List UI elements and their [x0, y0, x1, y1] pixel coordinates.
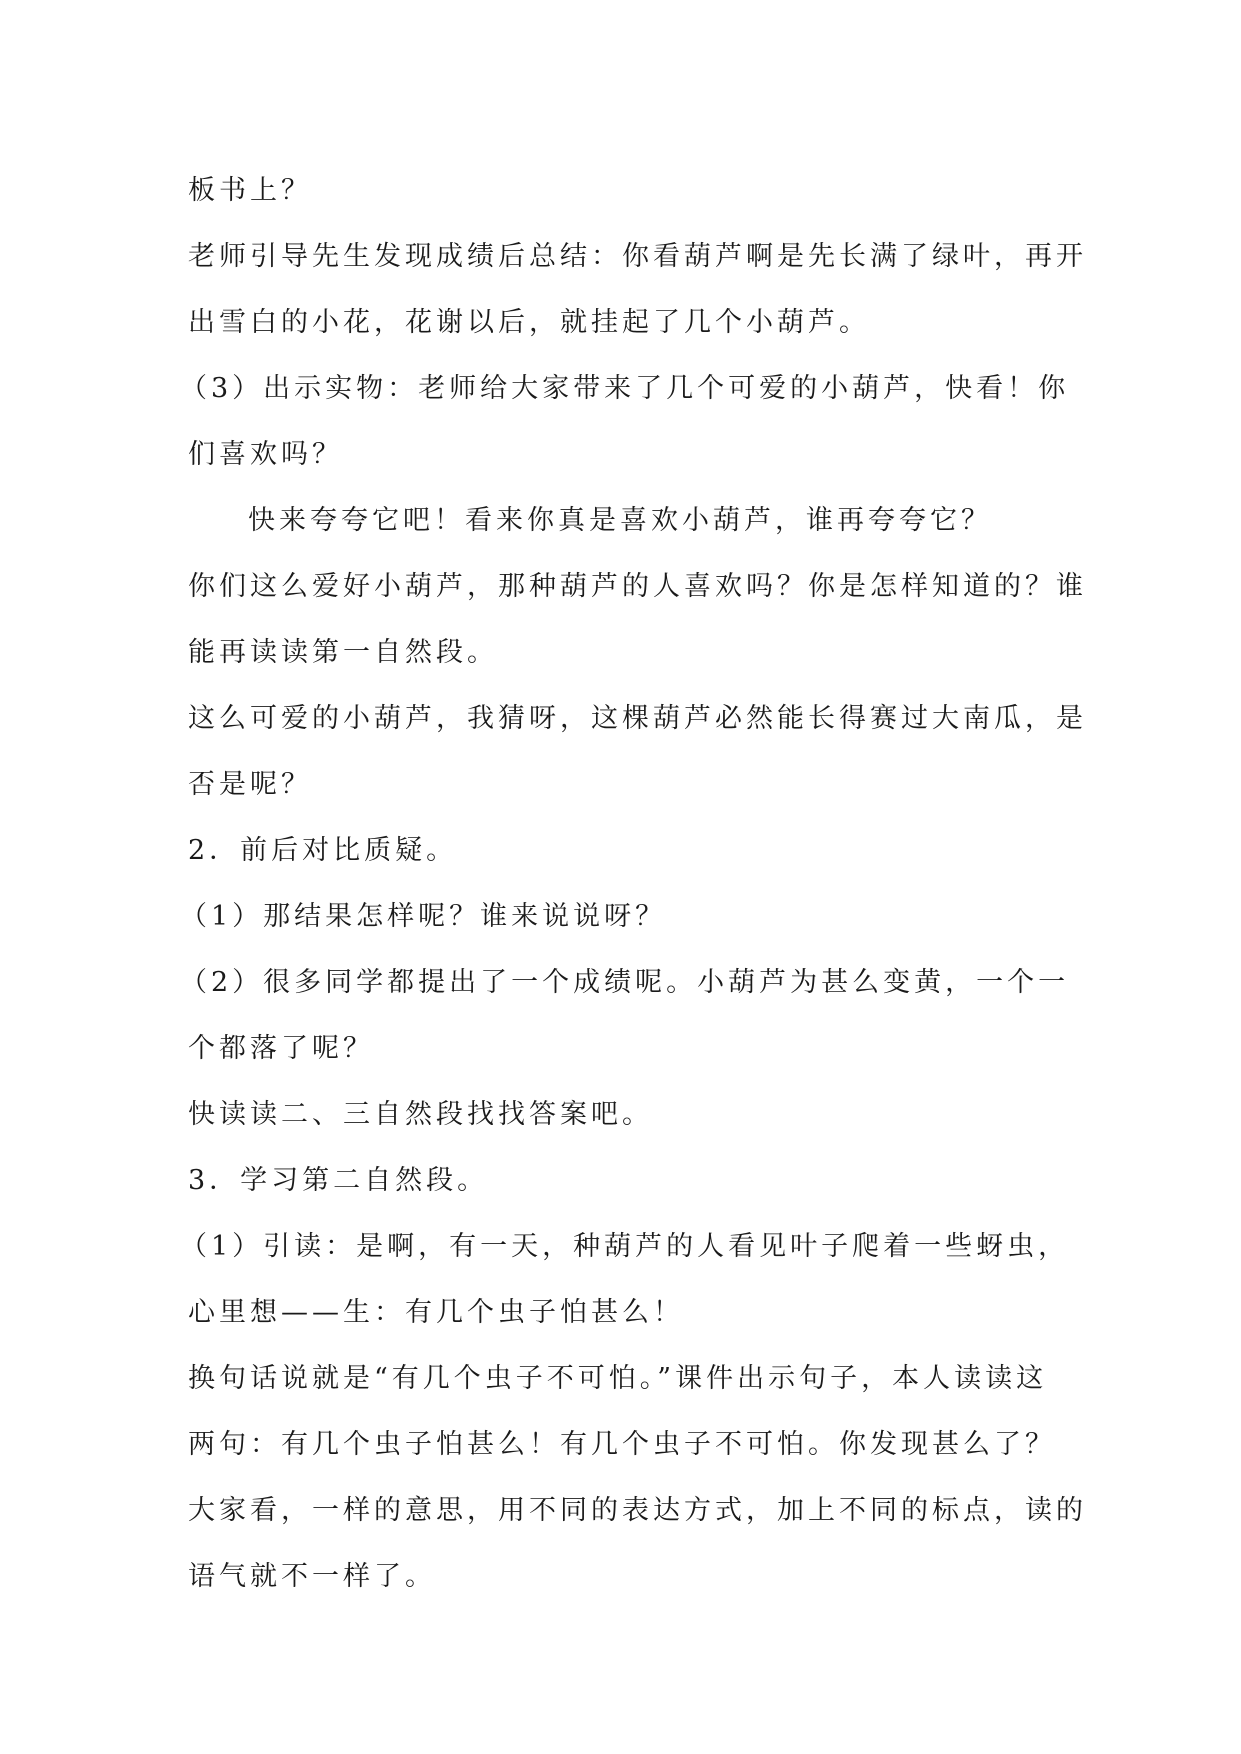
section-heading: 2．前后对比质疑。 [188, 835, 458, 866]
document-body [180, 158, 1087, 1610]
text-line: 语气就不一样了。 [188, 1561, 436, 1592]
section-heading: 3．学习第二自然段。 [188, 1165, 489, 1196]
text-line: 快来夸夸它吧！看来你真是喜欢小葫芦，谁再夸夸它？ [248, 505, 992, 536]
text-line: 两句：有几个虫子怕甚么！有几个虫子不可怕。你发现甚么了？ [188, 1429, 1056, 1460]
text-line: （2）很多同学都提出了一个成绩呢。小葫芦为甚么变黄，一个一 [180, 967, 1070, 998]
text-line: 否是呢？ [188, 769, 312, 800]
text-line: 大家看，一样的意思，用不同的表达方式，加上不同的标点，读的 [188, 1495, 1087, 1526]
text-line: 老师引导先生发现成绩后总结：你看葫芦啊是先长满了绿叶，再开 [188, 241, 1087, 272]
text-line: 这么可爱的小葫芦，我猜呀，这棵葫芦必然能长得赛过大南瓜，是 [188, 703, 1087, 734]
text-line: 你们这么爱好小葫芦，那种葫芦的人喜欢吗？你是怎样知道的？谁 [188, 571, 1087, 602]
text-line: 能再读读第一自然段。 [188, 637, 498, 668]
text-line: （1）那结果怎样呢？谁来说说呀？ [180, 901, 667, 932]
text-line: 板书上？ [188, 175, 312, 206]
text-line: 心里想——生：有几个虫子怕甚么！ [188, 1297, 684, 1328]
text-line: （1）引读：是啊，有一天，种葫芦的人看见叶子爬着一些蚜虫， [180, 1231, 1070, 1262]
text-line: 换句话说就是“有几个虫子不可怕。”课件出示句子，本人读读这 [188, 1363, 1048, 1394]
text-line: 出雪白的小花，花谢以后，就挂起了几个小葫芦。 [188, 307, 870, 338]
text-line: 们喜欢吗？ [188, 439, 343, 470]
text-line: （3）出示实物：老师给大家带来了几个可爱的小葫芦，快看！你 [180, 373, 1070, 404]
text-line: 个都落了呢？ [188, 1033, 374, 1064]
text-line: 快读读二、三自然段找找答案吧。 [188, 1099, 653, 1130]
